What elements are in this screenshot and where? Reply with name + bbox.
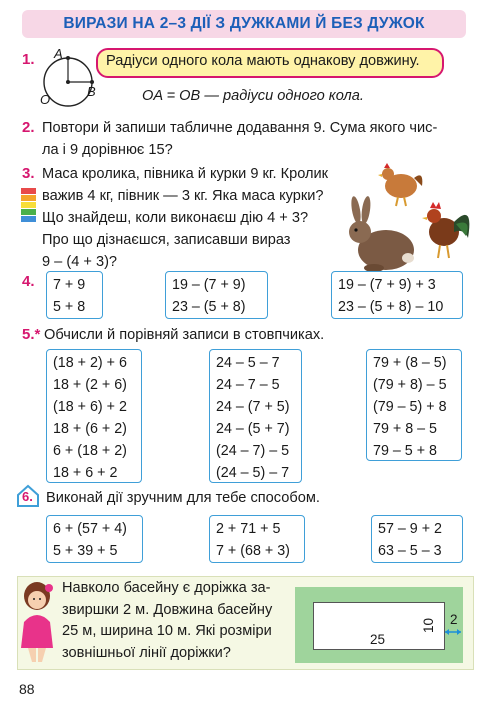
page-header [22,10,466,38]
expr: 57 – 9 + 2 [378,521,442,537]
expr: 24 – 7 – 5 [216,377,280,393]
expr: 23 – (5 + 8) [172,299,246,315]
task-2-text [42,117,437,161]
double-arrow-icon [443,627,463,637]
task-3-line-3: Що знайдеш, коли виконаєш дію 4 + 3? [42,210,309,226]
expr: 5 + 39 + 5 [53,543,118,559]
expr: 79 + (8 – 5) [373,355,447,371]
expr: 18 + (6 + 2) [53,421,127,437]
expr: 18 + (2 + 6) [53,377,127,393]
expr: 24 – (5 + 7) [216,421,290,437]
expr: (24 – 5) – 7 [216,465,290,481]
task-5-column-3 [366,349,462,461]
hen-icon [378,163,422,206]
expr: (18 + 6) + 2 [53,399,127,415]
fact-box [96,48,444,78]
point-a [66,56,70,60]
expr: 6 + (18 + 2) [53,443,127,459]
girl-icon [18,578,56,666]
expr: 2 + 71 + 5 [216,521,281,537]
star-icon: * [34,326,41,343]
expr: 6 + (57 + 4) [53,521,127,537]
task-3-line-1: Маса кролика, півника й курки 9 кг. Кролик [42,166,329,182]
task-3-number: 3. [22,165,35,182]
task-6-number: 6. [22,489,33,504]
task-4-number: 4. [22,273,35,290]
expr: 23 – (5 + 8) – 10 [338,299,444,315]
page-number: 88 [19,681,35,697]
task-4-box-3 [331,271,463,319]
task-5-text: Обчисли й порівняй записи в стовпчиках. [44,327,325,343]
label-b: B [87,84,96,99]
task-3-line-2: важив 4 кг, півник — 3 кг. Яка маса курки? [42,188,324,204]
expr: (79 – 5) + 8 [373,399,447,415]
expr: 5 + 8 [53,299,86,315]
task-6-text: Виконай дії зручним для тебе способом. [46,490,320,506]
task-5-num: 5. [22,326,35,343]
pool-width-label: 10 [421,617,437,634]
expr: 19 – (7 + 9) [172,277,246,293]
task-6-box-2 [209,515,305,563]
expr: 7 + 9 [53,277,86,293]
task-3-line-5: 9 – (4 + 3)? [42,254,118,270]
expr: (24 – 7) – 5 [216,443,290,459]
radius-formula: OA = OB — радіуси одного кола. [142,88,364,104]
task-3-line-4: Про що дізнаєшся, записавши вираз [42,232,291,248]
task-6-box-1 [46,515,143,563]
label-o: O [40,92,51,107]
task-7-text [62,578,272,664]
task-5-number [22,326,40,343]
track-width-label: 2 [450,612,458,627]
fact-text: Радіуси одного кола мають однакову довжину. [106,53,420,69]
expr: 18 + 6 + 2 [53,465,118,481]
task-4-box-2 [165,271,268,319]
pool-length-label: 25 [370,632,386,647]
task-7-line-2: звиршки 2 м. Довжина басейну [62,601,273,618]
page-title: ВИРАЗИ НА 2–3 ДІЇ З ДУЖКАМИ Й БЕЗ ДУЖОК [63,15,425,32]
center-point [66,80,70,84]
task-7-line-3: 25 м, ширина 10 м. Які розміри [62,623,272,639]
rooster-icon [422,202,469,258]
animals-illustration [346,160,474,278]
difficulty-stripes-icon [21,188,36,222]
expr: (79 + 8) – 5 [373,377,447,393]
task-5-column-1 [46,349,142,483]
task-2-line-1: Повтори й запиши табличне додавання 9. Сума якого чис- [42,120,438,136]
expr: 24 – (7 + 5) [216,399,290,415]
expr: 24 – 5 – 7 [216,355,280,371]
task-2-line-2: ла і 9 дорівнює 15? [42,142,173,158]
expr: (18 + 2) + 6 [53,355,127,371]
task-3-text [42,163,328,273]
rabbit-icon [349,196,414,272]
task-1-number: 1. [22,51,35,68]
task-6-box-3 [371,515,463,563]
label-a: A [54,46,63,61]
expr: 7 + (68 + 3) [216,543,290,559]
expr: 79 – 5 + 8 [373,443,437,459]
task-7-line-1: Навколо басейну є доріжка за- [62,580,271,596]
task-5-column-2 [209,349,302,483]
task-7-line-4: зовнішньої лінії доріжки? [62,644,231,661]
task-4-box-1 [46,271,103,319]
task-2-number: 2. [22,119,35,136]
expr: 79 + 8 – 5 [373,421,437,437]
expr: 63 – 5 – 3 [378,543,442,559]
expr: 19 – (7 + 9) + 3 [338,277,436,293]
